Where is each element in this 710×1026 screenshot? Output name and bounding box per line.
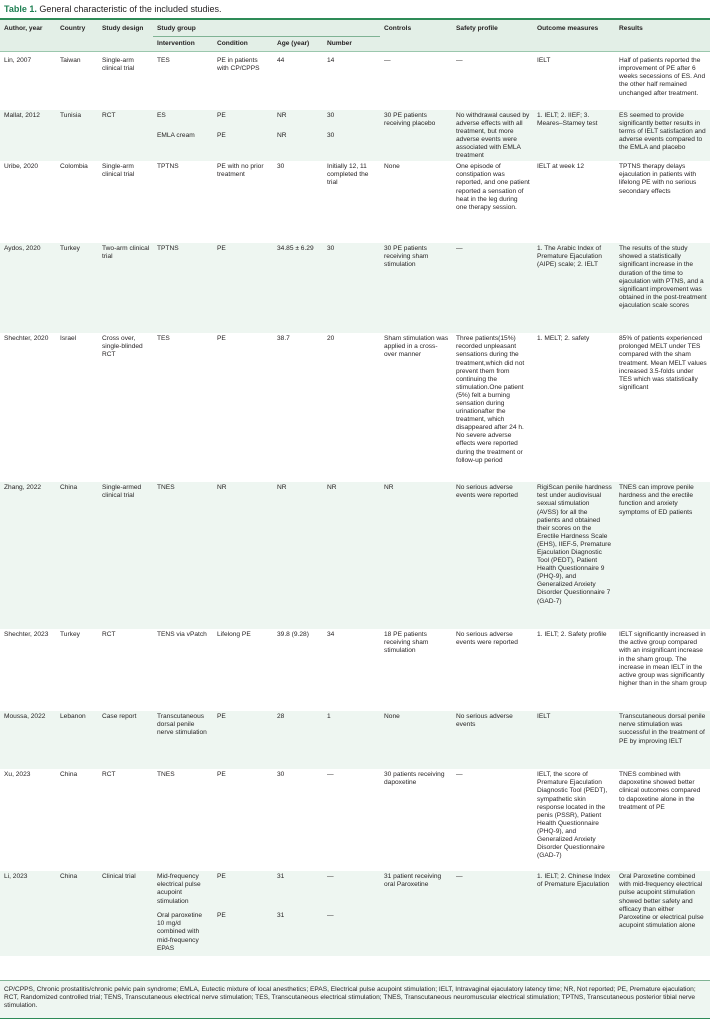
cell-intervention: ES <box>153 110 213 130</box>
table-caption <box>4 4 221 15</box>
cell-number: — <box>327 771 334 779</box>
cell-results: Half of patients reported the improvement of PE after 6 weeks secessions of ES. And the other half remained unchanged after treatment. <box>615 52 710 110</box>
cell-results: The results of the study showed a statistically significant increase in the duration of the time to ejaculation with PTNS, and a significant improvement was obtained in the post-treatment ejaculation scale scores <box>615 243 710 333</box>
cell-intervention: Transcutaneous dorsal penile nerve stimulation <box>153 711 213 769</box>
cell-safety: No serious adverse events were reported <box>452 482 533 629</box>
table-row <box>0 52 710 110</box>
cell-controls: None <box>380 711 452 769</box>
header-number: Number <box>323 37 380 52</box>
cell-intervention: TNES <box>157 771 175 779</box>
cell-age: 34.85 ± 6.29 <box>273 243 323 333</box>
cell-outcome: 1. IELT; 2. Safety profile <box>537 631 607 639</box>
cell-country: Turkey <box>56 243 98 333</box>
table-row <box>0 482 710 629</box>
cell-outcome: 1. IELT; 2. IIEF; 3. Meares–Stamey test <box>533 110 615 162</box>
cell-number: — <box>323 909 380 956</box>
table-row <box>0 161 710 243</box>
cell-number: 14 <box>323 52 380 110</box>
cell-intervention: TENS via vPatch <box>157 631 207 639</box>
cell-country: China <box>56 871 98 956</box>
cell-age: 30 <box>277 771 285 779</box>
cell-age: 30 <box>277 163 285 171</box>
cell-country: Turkey <box>60 631 80 639</box>
cell-age: NR <box>273 482 323 629</box>
cell-number: — <box>323 871 380 909</box>
cell-country: Colombia <box>60 163 88 171</box>
cell-age: NR <box>273 110 323 130</box>
cell-design: Two-arm clinical trial <box>98 243 153 333</box>
cell-country: Taiwan <box>56 52 98 110</box>
cell-condition: PE <box>213 243 273 333</box>
cell-condition: PE <box>213 129 273 161</box>
cell-country: China <box>60 771 78 779</box>
cell-intervention: Mid-frequency electrical pulse acupoint stimulation <box>153 871 213 909</box>
table-caption-label: Table 1. <box>4 4 37 14</box>
cell-number: 30 <box>323 243 380 333</box>
cell-author: Li, 2023 <box>0 871 56 956</box>
table-row <box>0 629 710 711</box>
cell-age: 31 <box>273 871 323 909</box>
cell-results: Oral Paroxetine combined with mid-frequency electrical pulse acupoint stimulation showed better safety and efficacy than either Paroxetine or electrical pulse acupoint stimulation alone <box>615 871 710 956</box>
cell-outcome: IELT, the score of Premature Ejaculation Diagnostic Tool (PEDT), sympathetic skin response located in the penis (PSSR), Patient Health Questionnaire (PHQ-9), and Generalized Anxiety Disorder Questionnaire (GAD-7) <box>537 771 608 860</box>
cell-country: Israel <box>60 335 77 343</box>
cell-controls: 31 patient receiving oral Paroxetine <box>380 871 452 956</box>
table-row <box>0 243 710 333</box>
table-row <box>0 110 710 130</box>
cell-results: ES seemed to provide significantly better results in terms of IELT satisfaction and adverse events compared to the EMLA and placebo <box>615 110 710 162</box>
header-author: Author, year <box>0 20 56 52</box>
cell-intervention: Oral paroxetine 10 mg/d combined with mid-frequency EPAS <box>153 909 213 956</box>
header-design: Study design <box>98 20 153 52</box>
cell-controls: Sham stimulation was applied in a cross-over manner <box>384 335 449 359</box>
table-row <box>0 711 710 769</box>
cell-condition: NR <box>213 482 273 629</box>
cell-number: NR <box>323 482 380 629</box>
cell-controls: — <box>380 52 452 110</box>
cell-number: 20 <box>327 335 335 343</box>
cell-outcome: 1. The Arabic Index of Premature Ejaculation (AIPE) scale; 2. IELT <box>533 243 615 333</box>
cell-age: 39.8 (9.28) <box>277 631 309 639</box>
cell-controls: None <box>384 163 400 171</box>
cell-controls: 30 PE patients receiving sham stimulation <box>380 243 452 333</box>
cell-controls: NR <box>380 482 452 629</box>
header-country: Country <box>56 20 98 52</box>
study-characteristics-table <box>0 20 710 956</box>
cell-outcome: 1. IELT; 2. Chinese Index of Premature Ejaculation <box>533 871 615 956</box>
cell-condition: PE in patients with CP/CPPS <box>213 52 273 110</box>
cell-design: RCT <box>98 110 153 162</box>
cell-results: TPTNS therapy delays ejaculation in patients with lifelong PE with no serious secondary effects <box>619 163 697 195</box>
cell-author: Shechter, 2023 <box>4 631 49 639</box>
cell-country: Tunisia <box>56 110 98 162</box>
cell-safety: — <box>456 771 463 779</box>
cell-author: Moussa, 2022 <box>0 711 56 769</box>
cell-condition: PE <box>217 335 226 343</box>
cell-condition: PE <box>217 771 226 779</box>
header-outcome: Outcome measures <box>533 20 615 52</box>
cell-author: Xu, 2023 <box>4 771 31 779</box>
header-intervention: Intervention <box>153 37 213 52</box>
cell-age: 28 <box>273 711 323 769</box>
cell-condition: PE <box>213 110 273 130</box>
cell-results: TNES can improve penile hardness and the erectile function and anxiety symptoms of ED patients <box>615 482 710 629</box>
cell-author: Lin, 2007 <box>0 52 56 110</box>
cell-safety: Three patients(15%) recorded unpleasant sensations during the treatment,which did not prevent them from continuing the stimulation.One patient (5%) felt a burning sensation during urinationafter the treatment, which disappeared after 24 h. No severe adverse effects were reported during the treatment or follow-up period <box>456 335 525 464</box>
cell-results: IELT significantly increased in the active group compared with an insignificant increase in the sham group. The increase in mean IELT in the active group was significantly higher than in the sham group <box>619 631 707 687</box>
cell-outcome: RigiScan penile hardness test under audiovisual sexual stimulation (AVSS) for all the patients and obtained their scores on the Erectile Hardness Scale (EHS), IIEF-5, Premature Ejaculation Diagnostic Tool (PEDT), Patient Health Questionnaire 9 (PHQ-9), and Generalized Anxiety Disorder Questionnaire 7 (GAD-7) <box>533 482 615 629</box>
cell-age: NR <box>273 129 323 161</box>
cell-intervention: TES <box>153 52 213 110</box>
cell-safety: — <box>452 871 533 956</box>
cell-design: Cross over, single-blinded RCT <box>102 335 143 359</box>
cell-safety: No serious adverse events were reported <box>456 631 518 647</box>
cell-safety: No serious adverse events <box>452 711 533 769</box>
cell-results: 85% of patients experienced prolonged MELT under TES compared with the sham treatment. Mean MELT values increased 3.5-folds under TES which was statistically significant <box>619 335 707 391</box>
table-footnote: CP/CPPS, Chronic prostatitis/chronic pelvic pain syndrome; EMLA, Eutectic mixture of local anesthetics; EPAS, Electrical pulse acupoint stimulation; IELT, Intravaginal ejaculatory latency time; NR, Not reported; PE, Premature ejaculation; RCT, Randomized controlled trial; TENS, Transcutaneous electrical nerve stimulation; TES, Transcutaneous electrical stimulation; TNES, Transcutaneous neuromuscular electrical stimulation; TPTNS, Transcutaneous posterior tibial nerve stimulation. <box>0 980 710 1018</box>
cell-design: Single-arm clinical trial <box>102 163 135 179</box>
cell-design: Case report <box>98 711 153 769</box>
cell-intervention: TPTNS <box>157 163 179 171</box>
header-results: Results <box>615 20 710 52</box>
cell-outcome: IELT <box>533 711 615 769</box>
table-caption-text: General characteristic of the included studies. <box>39 4 222 14</box>
table-bottom-rule <box>0 1018 710 1019</box>
header-safety: Safety profile <box>452 20 533 52</box>
header-controls: Controls <box>380 20 452 52</box>
cell-results: TNES combined with dapoxetine showed better clinical outcomes compared to dapoxetine alone in the treatment of PE <box>619 771 701 811</box>
cell-country: China <box>56 482 98 629</box>
header-condition: Condition <box>213 37 273 52</box>
table-row <box>0 333 710 482</box>
cell-number: 30 <box>323 110 380 130</box>
cell-safety: One episode of constipation was reported, and one patient reported a sensation of heat in the leg during one therapy session. <box>456 163 530 211</box>
cell-number: 34 <box>327 631 335 639</box>
table-row <box>0 871 710 909</box>
table-row <box>0 769 710 871</box>
cell-condition: PE <box>213 909 273 956</box>
cell-intervention: TES <box>157 335 170 343</box>
cell-outcome: IELT at week 12 <box>537 163 585 171</box>
cell-condition: PE <box>213 871 273 909</box>
cell-intervention: EMLA cream <box>153 129 213 161</box>
cell-author: Shechter, 2020 <box>4 335 49 343</box>
cell-country: Lebanon <box>56 711 98 769</box>
cell-number: Initially 12, 11 completed the trial <box>327 163 369 187</box>
cell-outcome: IELT <box>533 52 615 110</box>
cell-author: Aydos, 2020 <box>0 243 56 333</box>
cell-number: 30 <box>323 129 380 161</box>
cell-design: RCT <box>102 631 116 639</box>
cell-controls: 30 patients receiving dapoxetine <box>384 771 445 787</box>
cell-design: Single-armed clinical trial <box>98 482 153 629</box>
cell-intervention: TPTNS <box>153 243 213 333</box>
cell-design: Single-arm clinical trial <box>98 52 153 110</box>
cell-safety: No withdrawal caused by adverse effects with all treatment, but more adverse events were associated with EMLA treatment <box>452 110 533 162</box>
cell-safety: — <box>452 243 533 333</box>
cell-intervention: TNES <box>153 482 213 629</box>
cell-number: 1 <box>323 711 380 769</box>
cell-author: Mallat, 2012 <box>0 110 56 162</box>
cell-author: Uribe, 2020 <box>4 163 39 171</box>
cell-condition: Lifelong PE <box>217 631 251 639</box>
header-study-group: Study group <box>153 20 380 37</box>
cell-results: Transcutaneous dorsal penile nerve stimulation was successful in the treatment of PE by improving IELT <box>615 711 710 769</box>
cell-design: Clinical trial <box>98 871 153 956</box>
cell-safety: — <box>452 52 533 110</box>
cell-age: 31 <box>273 909 323 956</box>
cell-condition: PE <box>213 711 273 769</box>
cell-design: RCT <box>102 771 116 779</box>
header-age: Age (year) <box>273 37 323 52</box>
cell-controls: 18 PE patients receiving sham stimulation <box>384 631 429 655</box>
cell-age: 44 <box>273 52 323 110</box>
cell-controls: 30 PE patients receiving placebo <box>380 110 452 162</box>
cell-condition: PE with no prior treatment <box>217 163 264 179</box>
cell-author: Zhang, 2022 <box>0 482 56 629</box>
cell-outcome: 1. MELT; 2. safety <box>537 335 590 343</box>
cell-age: 38.7 <box>277 335 290 343</box>
